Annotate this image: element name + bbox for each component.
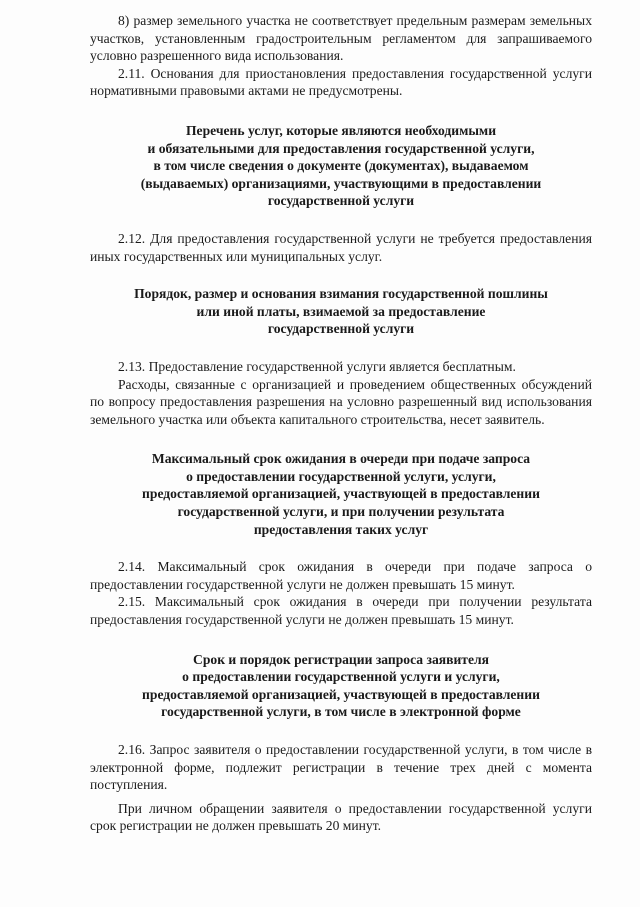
heading-queue-time: Максимальный срок ожидания в очереди при подаче запроса о предоставлении государственной услуги, услуги, предоставляемой организацией, участвующей в предоставлении государственной услуги, и при получении результата предоставления таких услуг xyxy=(142,451,540,537)
paragraph-item-8: 8) размер земельного участка не соответствует предельным размерам земельных участков, установленным градостроительным регламентом для запрашиваемого условно разрешенного вида использования. xyxy=(90,13,592,64)
paragraph-personal-visit: При личном обращении заявителя о предоставлении государственной услуги срок регистрации не должен превышать 20 минут. xyxy=(90,800,592,834)
heading-registration: Срок и порядок регистрации запроса заявителя о предоставлении государственной услуги и услуги, предоставляемой организацией, участвующей в предоставлении государственной услуги, в том числе в электронной форме xyxy=(142,651,540,720)
paragraph-expenses: Расходы, связанные с организацией и проведением общественных обсуждений по вопросу предоставления разрешения на условно разрешенный вид использования земельного участка или объекта капитального строительства, несет заявитель. xyxy=(90,376,592,427)
document-content xyxy=(90,12,592,835)
paragraph-2-11: 2.11. Основания для приостановления предоставления государственной услуги нормативными правовыми актами не предусмотрены. xyxy=(90,65,592,99)
paragraph-2-13: 2.13. Предоставление государственной услуги является бесплатным. xyxy=(118,358,516,374)
heading-state-fee: Порядок, размер и основания взимания государственной пошлины или иной платы, взимаемой за предоставление государственной услуги xyxy=(134,286,548,337)
paragraph-2-14: 2.14. Максимальный срок ожидания в очереди при подаче запроса о предоставлении государственной услуги не должен превышать 15 минут. xyxy=(90,559,592,592)
paragraph-2-15: 2.15. Максимальный срок ожидания в очереди при получении результата предоставления государственной услуги не должен превышать 15 минут. xyxy=(90,594,592,628)
paragraph-2-12: 2.12. Для предоставления государственной услуги не требуется предоставления иных государственных или муниципальных услуг. xyxy=(90,230,592,264)
paragraph-2-16: 2.16. Запрос заявителя о предоставлении государственной услуги, в том числе в электронной форме, подлежит регистрации в течение трех дней с момента поступления. xyxy=(90,742,592,793)
heading-services-list: Перечень услуг, которые являются необходимыми и обязательными для предоставления государственной услуги, в том числе сведения о документе (документах), выдаваемом (выдаваемых) организациями, участвующими в предоставлении государственной услуги xyxy=(140,122,542,209)
